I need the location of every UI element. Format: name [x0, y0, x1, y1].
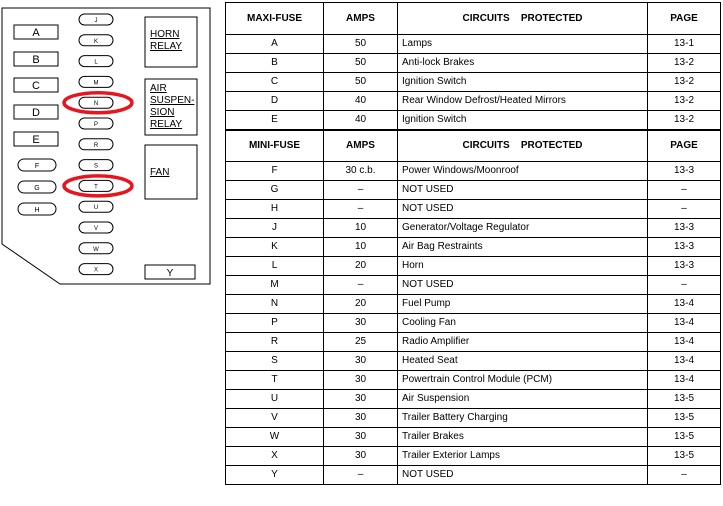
- amps-cell: 40: [324, 111, 398, 131]
- page-cell: 13-2: [648, 54, 721, 73]
- circuit-cell: Cooling Fan: [398, 314, 648, 333]
- table-row: [226, 314, 721, 333]
- circuit-cell: Powertrain Control Module (PCM): [398, 371, 648, 390]
- table-row: [226, 409, 721, 428]
- fuse-id-cell: W: [226, 428, 324, 447]
- maxi-fuse-header: MAXI-FUSE: [226, 3, 324, 35]
- fuse-id-cell: U: [226, 390, 324, 409]
- circuit-cell: Trailer Exterior Lamps: [398, 447, 648, 466]
- maxi-fuse-label: D: [32, 107, 40, 119]
- amps-header: AMPS: [324, 3, 398, 35]
- mini-fuse-label: W: [93, 246, 99, 253]
- amps-cell: 20: [324, 257, 398, 276]
- page-cell: 13-4: [648, 352, 721, 371]
- air-suspension-relay-label: SION: [150, 107, 175, 118]
- mini-fuse-label: X: [93, 267, 99, 274]
- page-cell: 13-2: [648, 73, 721, 92]
- air-suspension-relay-label: SUSPEN-: [150, 95, 195, 106]
- circuit-cell: Rear Window Defrost/Heated Mirrors: [398, 92, 648, 111]
- circuit-cell: Air Bag Restraints: [398, 238, 648, 257]
- fuse-id-cell: K: [226, 238, 324, 257]
- fuse-id-cell: C: [226, 73, 324, 92]
- amps-cell: 30: [324, 314, 398, 333]
- horn-relay-label: HORN: [150, 29, 180, 40]
- fuse-id-cell: V: [226, 409, 324, 428]
- circuit-cell: Generator/Voltage Regulator: [398, 219, 648, 238]
- amps-cell: 50: [324, 35, 398, 54]
- amps-header: AMPS: [324, 130, 398, 162]
- page-header: PAGE: [648, 3, 721, 35]
- amps-cell: –: [324, 466, 398, 485]
- fan-relay-label: FAN: [150, 167, 170, 178]
- mini-fuse-label: T: [94, 184, 98, 191]
- page-cell: –: [648, 276, 721, 295]
- fuse-id-cell: H: [226, 200, 324, 219]
- fuse-id-cell: T: [226, 371, 324, 390]
- page-cell: 13-4: [648, 295, 721, 314]
- fuse-id-cell: L: [226, 257, 324, 276]
- table-row: [226, 162, 721, 181]
- fuse-table: [225, 2, 721, 485]
- amps-cell: 30: [324, 428, 398, 447]
- mini-fuse-label: M: [93, 80, 99, 87]
- horn-relay-label: RELAY: [150, 41, 183, 52]
- amps-cell: 10: [324, 238, 398, 257]
- page-cell: 13-5: [648, 428, 721, 447]
- circuits-protected-header: CIRCUITS PROTECTED: [398, 3, 648, 35]
- page-cell: 13-5: [648, 447, 721, 466]
- table-row: [226, 371, 721, 390]
- fuse-y-label: Y: [166, 268, 174, 279]
- circuit-cell: NOT USED: [398, 466, 648, 485]
- air-suspension-relay-label: RELAY: [150, 119, 183, 130]
- fuse-id-cell: B: [226, 54, 324, 73]
- mini-fuse-label: J: [94, 18, 98, 24]
- fuse-id-cell: M: [226, 276, 324, 295]
- circuit-cell: Ignition Switch: [398, 73, 648, 92]
- maxi-fuse-label: E: [32, 134, 40, 146]
- fuse-id-cell: D: [226, 92, 324, 111]
- page-cell: 13-3: [648, 162, 721, 181]
- circuit-cell: Horn: [398, 257, 648, 276]
- fuse-id-cell: G: [226, 181, 324, 200]
- amps-cell: 30 c.b.: [324, 162, 398, 181]
- table-row: [226, 428, 721, 447]
- page-cell: 13-3: [648, 238, 721, 257]
- mini-fuse-label: R: [93, 142, 99, 149]
- table-row: [226, 276, 721, 295]
- table-row: [226, 333, 721, 352]
- page-cell: 13-3: [648, 219, 721, 238]
- page-header: PAGE: [648, 130, 721, 162]
- mini-fuse-header: MINI-FUSE: [226, 130, 324, 162]
- table-row: [226, 73, 721, 92]
- amps-cell: 30: [324, 371, 398, 390]
- fuse-id-cell: F: [226, 162, 324, 181]
- amps-cell: 20: [324, 295, 398, 314]
- table-row: [226, 92, 721, 111]
- circuit-cell: NOT USED: [398, 276, 648, 295]
- table-row: [226, 447, 721, 466]
- circuit-cell: Fuel Pump: [398, 295, 648, 314]
- amps-cell: 30: [324, 352, 398, 371]
- mini-fuse-label: G: [34, 185, 40, 192]
- air-suspension-relay-label: AIR: [150, 83, 167, 94]
- fuse-id-cell: S: [226, 352, 324, 371]
- amps-cell: 50: [324, 73, 398, 92]
- circuit-cell: Heated Seat: [398, 352, 648, 371]
- fuse-id-cell: R: [226, 333, 324, 352]
- fuse-id-cell: E: [226, 111, 324, 131]
- table-row: [226, 219, 721, 238]
- mini-fuse-label: P: [93, 122, 99, 128]
- circuit-cell: Ignition Switch: [398, 111, 648, 131]
- mini-fuse-label: K: [93, 38, 99, 45]
- page-cell: 13-4: [648, 371, 721, 390]
- circuit-cell: NOT USED: [398, 181, 648, 200]
- table-row: [226, 181, 721, 200]
- table-row: [226, 352, 721, 371]
- circuits-protected-header: CIRCUITS PROTECTED: [398, 130, 648, 162]
- page-cell: 13-2: [648, 92, 721, 111]
- table-row: [226, 238, 721, 257]
- mini-fuse-header-row: [226, 130, 721, 162]
- table-row: [226, 390, 721, 409]
- amps-cell: –: [324, 276, 398, 295]
- table-row: [226, 200, 721, 219]
- mini-fuse-label: F: [34, 163, 40, 170]
- page-cell: –: [648, 181, 721, 200]
- fuse-id-cell: A: [226, 35, 324, 54]
- page-cell: 13-4: [648, 314, 721, 333]
- amps-cell: 30: [324, 390, 398, 409]
- page-cell: –: [648, 466, 721, 485]
- table-row: [226, 295, 721, 314]
- amps-cell: 50: [324, 54, 398, 73]
- fuse-box-diagram: [0, 0, 215, 290]
- circuit-cell: Lamps: [398, 35, 648, 54]
- mini-fuse-label: N: [93, 101, 99, 108]
- amps-cell: 30: [324, 447, 398, 466]
- mini-fuse-label: S: [93, 163, 99, 170]
- circuit-cell: Air Suspension: [398, 390, 648, 409]
- maxi-fuse-label: B: [32, 54, 40, 66]
- circuit-cell: Power Windows/Moonroof: [398, 162, 648, 181]
- page-cell: –: [648, 200, 721, 219]
- amps-cell: 40: [324, 92, 398, 111]
- fuse-id-cell: X: [226, 447, 324, 466]
- mini-fuse-label: H: [34, 207, 40, 214]
- fuse-id-cell: P: [226, 314, 324, 333]
- table-row: [226, 111, 721, 131]
- fuse-id-cell: Y: [226, 466, 324, 485]
- page-cell: 13-5: [648, 390, 721, 409]
- amps-cell: 25: [324, 333, 398, 352]
- amps-cell: –: [324, 181, 398, 200]
- page-cell: 13-5: [648, 409, 721, 428]
- maxi-fuse-label: C: [32, 80, 40, 92]
- maxi-fuse-label: A: [32, 27, 40, 39]
- fuse-id-cell: N: [226, 295, 324, 314]
- mini-fuse-label: V: [93, 226, 99, 232]
- page-cell: 13-2: [648, 111, 721, 131]
- circuit-cell: Trailer Brakes: [398, 428, 648, 447]
- amps-cell: 30: [324, 409, 398, 428]
- mini-fuse-label: L: [94, 59, 98, 66]
- table-row: [226, 257, 721, 276]
- table-row: [226, 466, 721, 485]
- circuit-cell: Trailer Battery Charging: [398, 409, 648, 428]
- fuse-id-cell: J: [226, 219, 324, 238]
- page-cell: 13-4: [648, 333, 721, 352]
- table-row: [226, 35, 721, 54]
- amps-cell: –: [324, 200, 398, 219]
- circuit-cell: Anti-lock Brakes: [398, 54, 648, 73]
- circuit-cell: Radio Amplifier: [398, 333, 648, 352]
- page-cell: 13-3: [648, 257, 721, 276]
- maxi-fuse-header-row: [226, 3, 721, 35]
- circuit-cell: NOT USED: [398, 200, 648, 219]
- table-row: [226, 54, 721, 73]
- page-cell: 13-1: [648, 35, 721, 54]
- mini-fuse-label: U: [93, 205, 99, 212]
- amps-cell: 10: [324, 219, 398, 238]
